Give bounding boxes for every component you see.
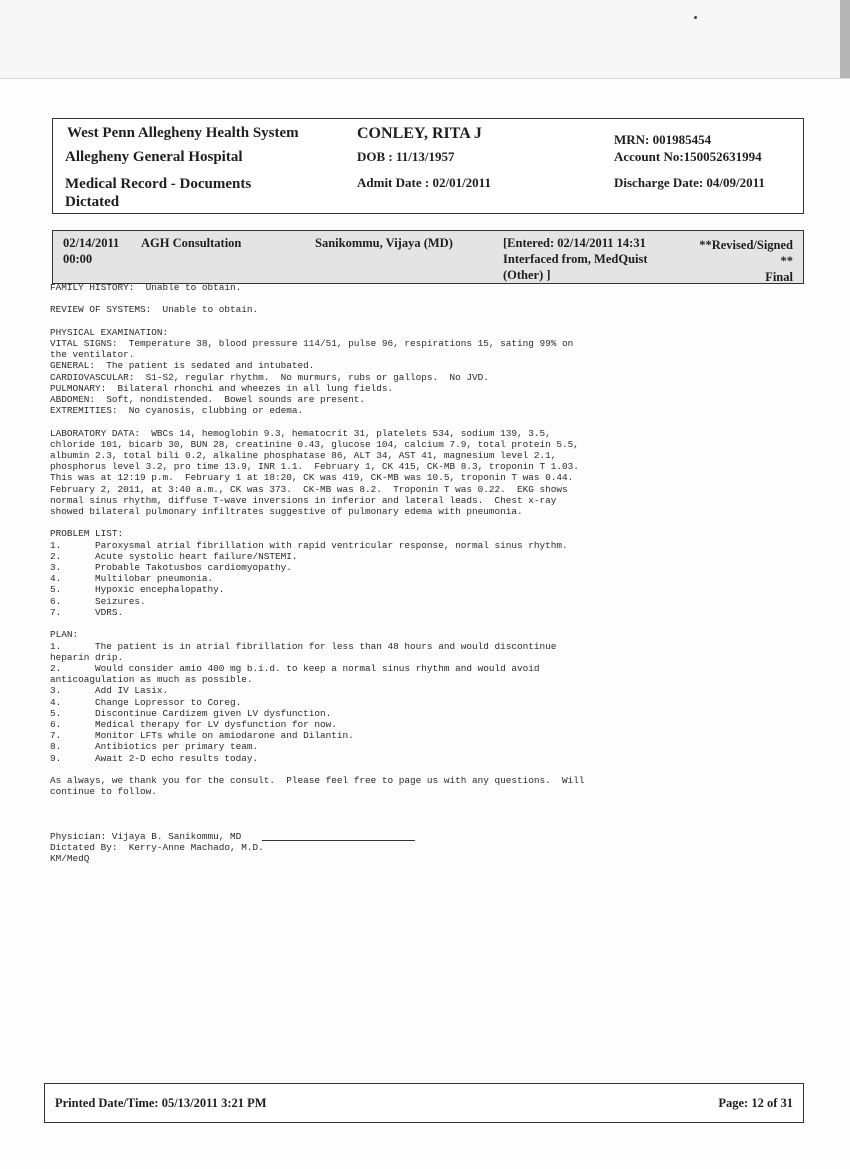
health-system-name: West Penn Allegheny Health System (67, 125, 299, 141)
status-line-1: **Revised/Signed (699, 238, 793, 252)
consult-time: 00:00 (63, 252, 93, 266)
scan-edge-shadow (840, 0, 850, 78)
account-number: Account No:150052631994 (614, 149, 762, 164)
consult-header (52, 230, 804, 284)
scan-speck (694, 16, 697, 19)
consult-type: AGH Consultation (141, 236, 242, 250)
scan-top-edge (0, 0, 850, 79)
entered-line-1: [Entered: 02/14/2011 14:31 (503, 236, 646, 250)
mrn: MRN: 001985454 (614, 132, 712, 147)
status-line-2: ** (780, 254, 793, 268)
patient-dob: DOB : 11/13/1957 (357, 149, 455, 164)
hospital-name: Allegheny General Hospital (65, 149, 243, 165)
print-footer (44, 1083, 804, 1123)
printed-datetime: Printed Date/Time: 05/13/2011 3:21 PM (55, 1096, 267, 1110)
consult-date: 02/14/2011 (63, 236, 120, 250)
status-line-3: Final (765, 270, 793, 284)
patient-header (52, 118, 804, 214)
consultation-note-body: FAMILY HISTORY: Unable to obtain. REVIEW OF SYSTEMS: Unable to obtain. PHYSICAL EXAMINATION: VITAL SIGNS: Temperature 38, blood pressure 114/51, pulse 96, respirations 15, sating 99% on the ventilator. GENERAL: The patient is sedated and intubated. CARDIOVASCULAR: S1-S2, regular rhythm. No murmurs, rubs or gallops. No JVD. PULMONARY: Bilateral rhonchi and wheezes in all lung fields. ABDOMEN: Soft, nondistended. Bowel sounds are present. EXTREMITIES: No cyanosis, clubbing or edema. LABORATORY DATA: WBCs 14, hemoglobin 9.3, hematocrit 31, platelets 534, sodium 139, 3.5, chloride 101, bicarb 30, BUN 28, creatinine 0.43, glucose 104, calcium 7.9, total protein 5.5, albumin 2.3, total bili 0.2, alkaline phosphatase 86, ALT 34, AST 41, magnesium level 2.1, phosphorus level 3.2, pro time 13.9, INR 1.1. February 1, CK 415, CK-MB 8.3, troponin T 1.03. This was at 12:19 p.m. February 1 at 18:20, CK was 419, CK-MB was 10.5, troponin T was 0.44. February 2, 2011, at 3:40 a.m., CK was 373. CK-MB was 8.2. Troponin T was 0.22. EKG shows normal sinus rhythm, diffuse T-wave inversions in inferior and lateral leads. Chest x-ray showed bilateral pulmonary infiltrates suggestive of pulmonary edema with pneumonia. PROBLEM LIST: 1. Paroxysmal atrial fibrillation with rapid ventricular response, normal sinus rhythm. 2. Acute systolic heart failure/NSTEMI. 3. Probable Takotusbos cardiomyopathy. 4. Multilobar pneumonia. 5. Hypoxic encephalopathy. 6. Seizures. 7. VDRS. PLAN: 1. The patient is in atrial fibrillation for less than 48 hours and would discontinue heparin drip. 2. Would consider amio 400 mg b.i.d. to keep a normal sinus rhythm and would avoid anticoagulation as much as possible. 3. Add IV Lasix. 4. Change Lopressor to Coreg. 5. Discontinue Cardizem given LV dysfunction. 6. Medical therapy for LV dysfunction for now. 7. Monitor LFTs while on amiodarone and Dilantin. 8. Antibiotics per primary team. 9. Await 2-D echo results today. As always, we thank you for the consult. Please feel free to page us with any questions. Will continue to follow. Physician: Vijaya B. Sanikommu, MD Dictated By: Kerry-Anne Machado, M.D. KM/MedQ (50, 282, 585, 865)
consulting-physician: Sanikommu, Vijaya (MD) (315, 236, 453, 250)
signature-line (262, 840, 415, 841)
record-subtype: Dictated (65, 194, 120, 210)
entered-line-3: (Other) ] (503, 268, 551, 282)
page-number: Page: 12 of 31 (718, 1096, 793, 1110)
patient-name: CONLEY, RITA J (357, 125, 482, 142)
entered-line-2: Interfaced from, MedQuist (503, 252, 648, 266)
admit-date: Admit Date : 02/01/2011 (357, 175, 491, 190)
discharge-date: Discharge Date: 04/09/2011 (614, 175, 765, 190)
record-type: Medical Record - Documents (65, 176, 252, 192)
